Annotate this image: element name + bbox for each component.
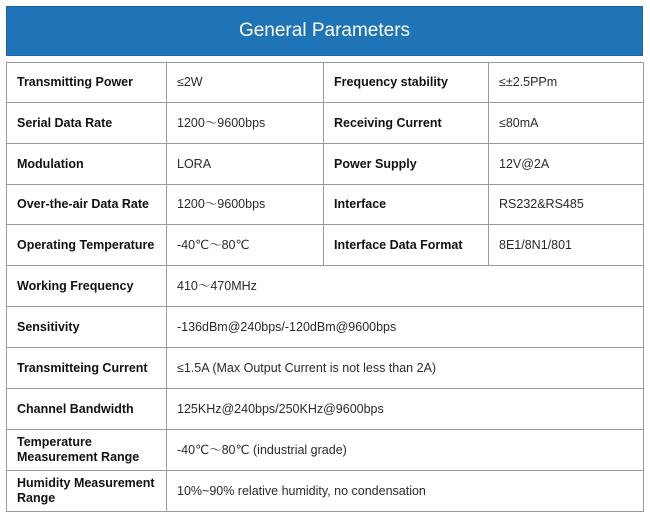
param-label: Over-the-air Data Rate (7, 185, 167, 225)
parameters-panel (6, 6, 643, 512)
param-value: 410～470MHz (167, 266, 644, 307)
table-row (7, 144, 644, 185)
param-value: ≤1.5A (Max Output Current is not less than 2A) (167, 348, 644, 389)
table-row (7, 389, 644, 430)
param-value: 12V@2A (489, 144, 644, 185)
param-value: ≤±2.5PPm (489, 63, 644, 103)
param-label: Serial Data Rate (7, 103, 167, 144)
param-label: Frequency stability (324, 63, 489, 103)
param-label: Modulation (7, 144, 167, 185)
param-label: Channel Bandwidth (7, 389, 167, 430)
param-label: Interface Data Format (324, 225, 489, 266)
param-label: Transmitteing Current (7, 348, 167, 389)
param-value: -40℃～80℃ (industrial grade) (167, 430, 644, 471)
param-label: Interface (324, 185, 489, 225)
table-row (7, 185, 644, 225)
param-label: Operating Temperature (7, 225, 167, 266)
table-row (7, 63, 644, 103)
param-value: 1200～9600bps (167, 185, 324, 225)
param-value: 125KHz@240bps/250KHz@9600bps (167, 389, 644, 430)
param-value: RS232&RS485 (489, 185, 644, 225)
param-value: -136dBm@240bps/-120dBm@9600bps (167, 307, 644, 348)
param-value: 10%~90% relative humidity, no condensation (167, 471, 644, 512)
table-row (7, 471, 644, 512)
param-value: -40℃～80℃ (167, 225, 324, 266)
param-value: ≤2W (167, 63, 324, 103)
param-label: Sensitivity (7, 307, 167, 348)
param-label: Temperature Measurement Range (7, 430, 167, 471)
param-label: Receiving Current (324, 103, 489, 144)
table-row (7, 103, 644, 144)
param-label: Transmitting Power (7, 63, 167, 103)
param-label: Humidity Measurement Range (7, 471, 167, 512)
param-label: Power Supply (324, 144, 489, 185)
param-label: Working Frequency (7, 266, 167, 307)
param-value: 8E1/8N1/801 (489, 225, 644, 266)
table-row (7, 307, 644, 348)
param-value: 1200～9600bps (167, 103, 324, 144)
parameters-table (6, 62, 644, 512)
param-value: ≤80mA (489, 103, 644, 144)
table-row (7, 266, 644, 307)
param-value: LORA (167, 144, 324, 185)
table-row (7, 225, 644, 266)
table-row (7, 430, 644, 471)
panel-title: General Parameters (6, 6, 643, 56)
table-row (7, 348, 644, 389)
